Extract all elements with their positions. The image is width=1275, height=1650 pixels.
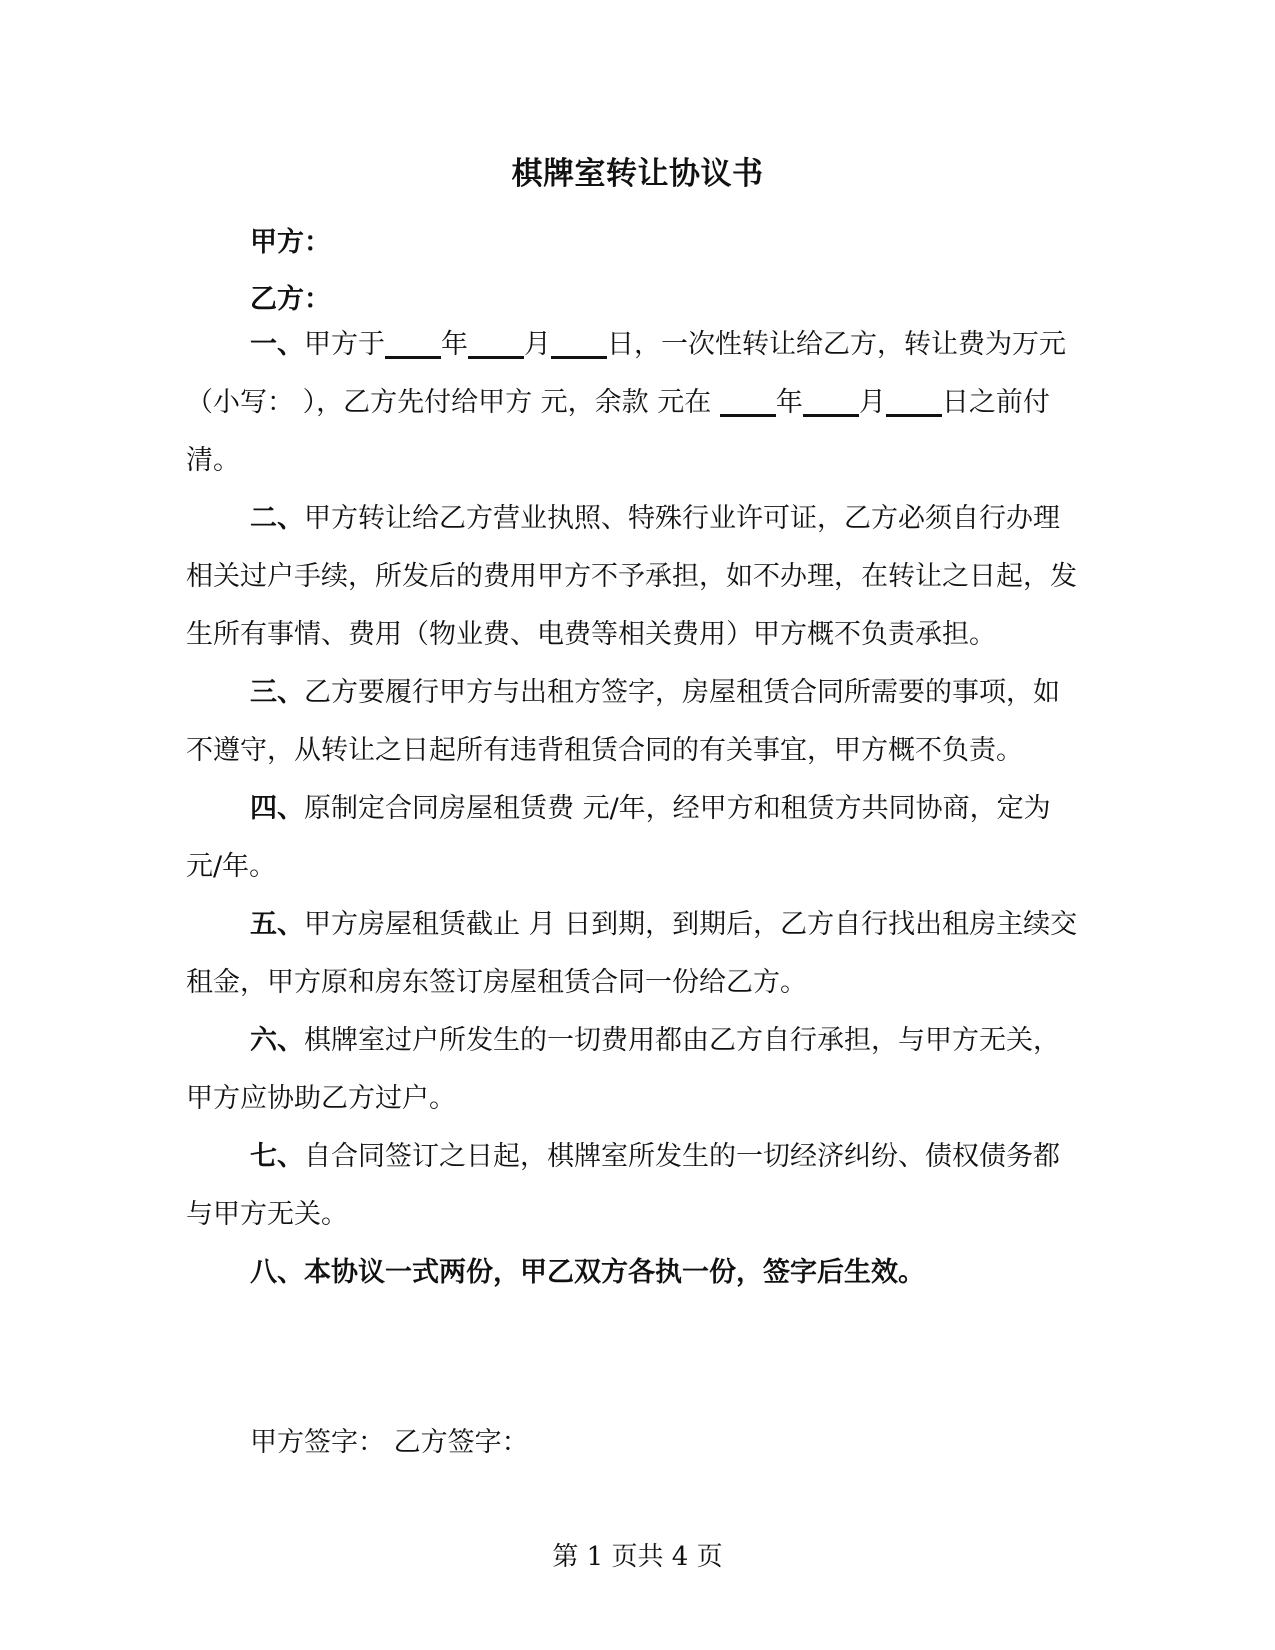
clause-1: 一、甲方于 年 月 日，一次性转让给乙方，转让费为万元（小写： ），乙方先付给甲方 元，余款 元在 年 月 日之前付清。	[186, 316, 1086, 490]
clause-3	[186, 664, 1086, 780]
blank-line	[886, 384, 942, 417]
clause-6	[186, 1012, 1086, 1128]
party-b-label: 乙方：	[250, 284, 331, 315]
clause-5	[186, 896, 1086, 1012]
blank-line	[803, 384, 859, 417]
clause-number: 五、	[250, 909, 304, 940]
clause-number: 一、	[250, 329, 304, 360]
clause-text: 甲方转让给乙方营业执照、特殊行业许可证，乙方必须自行办理相关过户手续，所发后的费用甲方不予承担，如不办理，在转让之日起，发生所有事情、费用（物业费、电费等相关费用）甲方概不负责承担。	[186, 503, 1077, 650]
clause-text: 自合同签订之日起，棋牌室所发生的一切经济纠纷、债权债务都与甲方无关。	[186, 1141, 1060, 1230]
blank-line	[385, 326, 441, 359]
clauses-body	[186, 316, 1086, 1302]
clause-7	[186, 1128, 1086, 1244]
party-a-label: 甲方：	[250, 227, 331, 258]
blank-line	[551, 326, 607, 359]
clause-number: 六、	[250, 1025, 304, 1056]
clause-8	[186, 1244, 1086, 1302]
clause-text: 原制定合同房屋租赁费 元/年，经甲方和租赁方共同协商，定为 元/年。	[186, 793, 1051, 882]
blank-line	[468, 326, 524, 359]
clause-number: 七、	[250, 1141, 304, 1172]
clause-number: 八、	[250, 1257, 304, 1288]
clause-4	[186, 780, 1086, 896]
clause-text: 甲方房屋租赁截止 月 日到期，到期后，乙方自行找出租房主续交租金，甲方原和房东签订房屋租赁合同一份给乙方。	[186, 909, 1078, 998]
clause-text: 乙方要履行甲方与出租方签字，房屋租赁合同所需要的事项，如不遵守，从转让之日起所有违背租赁合同的有关事宜，甲方概不负责。	[186, 677, 1060, 766]
page-footer: 第 1 页共 4 页	[552, 1542, 723, 1572]
blank-line	[720, 384, 776, 417]
clause-number: 三、	[250, 677, 304, 708]
document-title: 棋牌室转让协议书	[511, 156, 764, 192]
clause-number: 二、	[250, 503, 304, 534]
clause-text: 棋牌室过户所发生的一切费用都由乙方自行承担，与甲方无关，甲方应协助乙方过户。	[186, 1025, 1060, 1114]
clause-number: 四、	[250, 793, 304, 824]
clause-2	[186, 490, 1086, 664]
signature-line: 甲方签字： 乙方签字：	[250, 1427, 529, 1458]
clause-text: 本协议一式两份，甲乙双方各执一份，签字后生效。	[304, 1257, 925, 1288]
